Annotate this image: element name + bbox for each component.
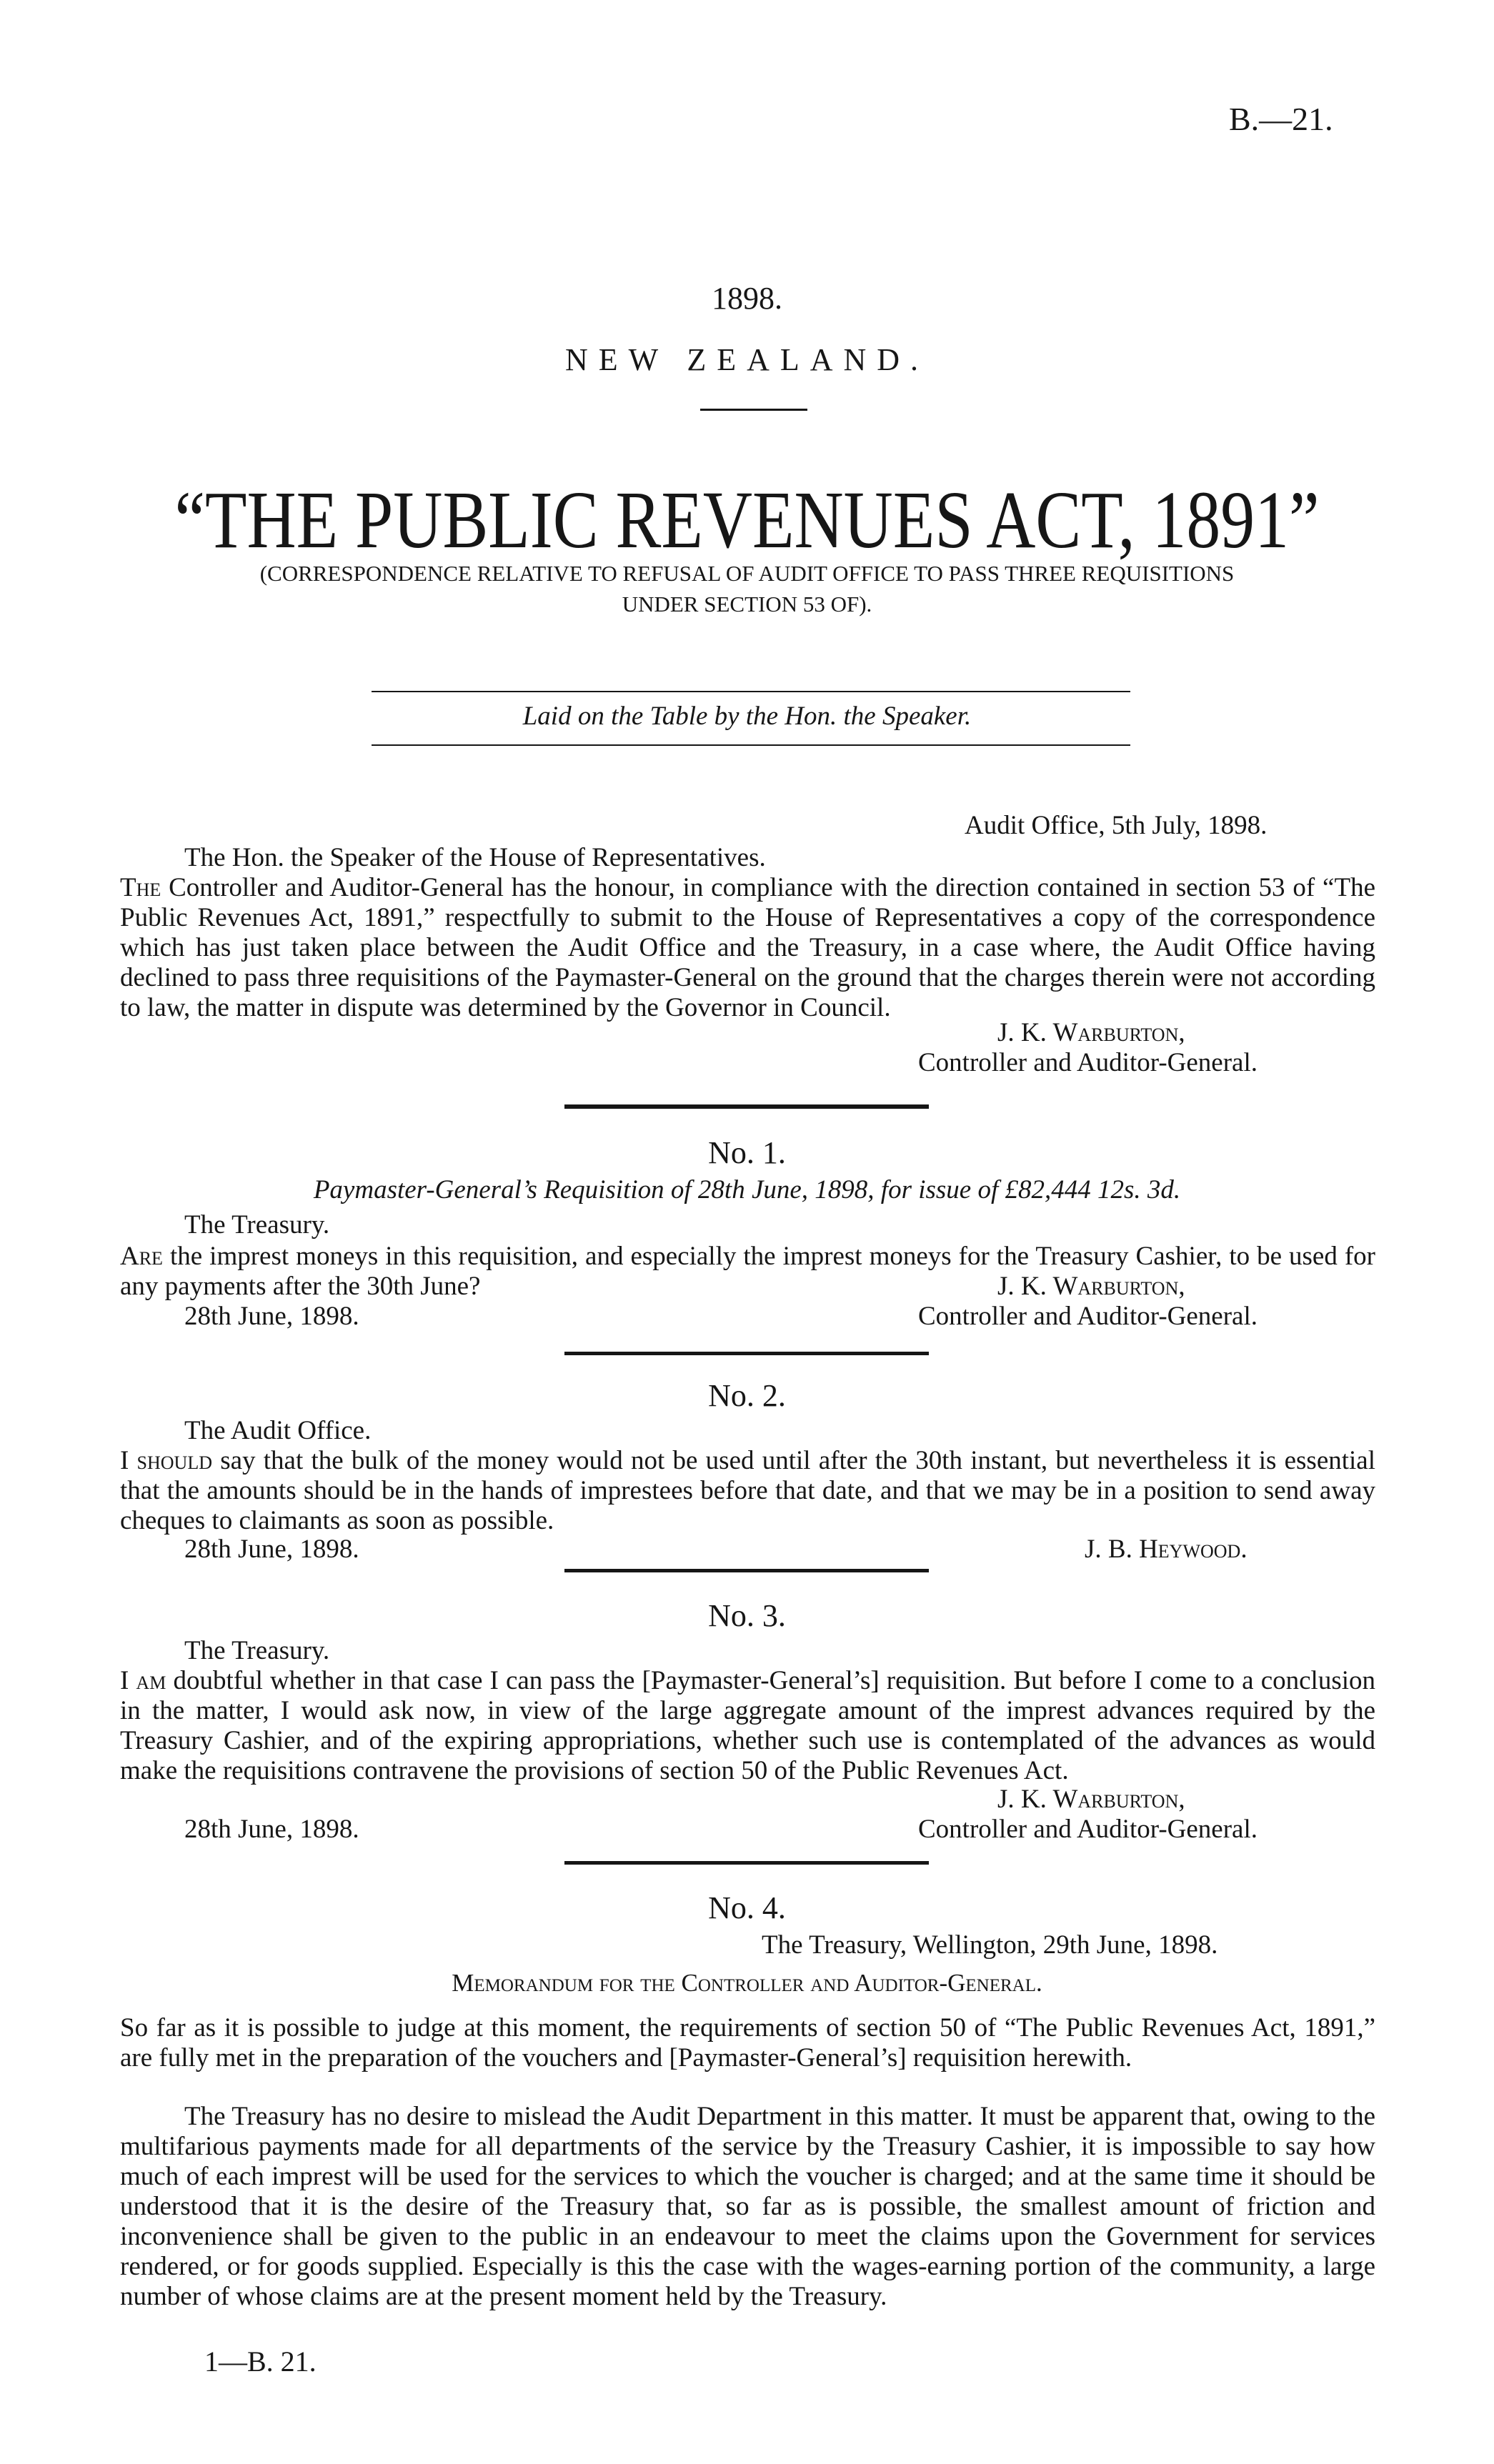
- no3-lead-word: I am: [120, 1666, 166, 1695]
- title-short-rule: [700, 409, 807, 411]
- no1-lead-word: Are: [120, 1242, 163, 1271]
- no2-lead-word: I should: [120, 1446, 212, 1475]
- no4-paragraph-2: The Treasury has no desire to mislead the Audit Department in this matter. It must be apparent that, owing to the multifarious payments made for all departments of the service by the Treasury Cashier, it is impossible to say how much of each imprest will be used for the services to which the voucher is charged; and at the same time it should be understood that it is the desire of the Treasury that, so far as is possible, the smallest amount of friction and inconvenience shall be given to the public in an endeavour to meet the claims upon the Government for services rendered, or for goods supplied. Especially is this the case with the wages-earning portion of the community, a large number of whose claims are at the present moment held by the Treasury.: [120, 2102, 1375, 2311]
- no2-body: [120, 1446, 1375, 1536]
- no1-date: 28th June, 1898.: [184, 1302, 359, 1331]
- no1-body: [120, 1242, 1375, 1302]
- laid-top-rule: [372, 691, 1130, 692]
- intro-lead-word: The: [120, 873, 161, 902]
- section-rule-3: [564, 1569, 929, 1572]
- no3-signature-name: J. K. Warburton,: [997, 1785, 1185, 1814]
- no1-addressee: The Treasury.: [184, 1210, 330, 1240]
- no2-body-text: say that the bulk of the money would not be used until after the 30th instant, but nevertheless it is essential that the amounts should be in the hands of imprestees before that date, and that we may be in a position to send away cheques to claimants as soon as possible.: [120, 1446, 1376, 1535]
- no1-heading: No. 1.: [708, 1135, 786, 1170]
- no2-heading: No. 2.: [708, 1378, 786, 1413]
- laid-bottom-rule: [372, 744, 1130, 746]
- no2-addressee: The Audit Office.: [184, 1416, 372, 1445]
- no2-date: 28th June, 1898.: [184, 1535, 359, 1564]
- no3-date: 28th June, 1898.: [184, 1815, 359, 1844]
- no3-signature-title: Controller and Auditor-General.: [918, 1815, 1258, 1844]
- section-rule-1: [564, 1104, 929, 1109]
- intro-place-date: Audit Office, 5th July, 1898.: [965, 811, 1268, 840]
- no2-signature-name: J. B. Heywood.: [1085, 1535, 1248, 1564]
- intro-addressee: The Hon. the Speaker of the House of Representatives.: [184, 843, 766, 872]
- intro-signature-name: J. K. Warburton,: [997, 1018, 1185, 1047]
- no4-paragraph-1: So far as it is possible to judge at this moment, the requirements of section 50 of “The Public Revenues Act, 1891,” are fully met in the preparation of the vouchers and [Paymaster-General’s] requisition herewith.: [120, 2013, 1375, 2073]
- intro-signature-title: Controller and Auditor-General.: [918, 1048, 1258, 1077]
- section-rule-2: [564, 1352, 929, 1355]
- no1-signature-name: J. K. Warburton,: [997, 1272, 1185, 1301]
- no4-memo-heading: Memorandum for the Controller and Auditor-General.: [452, 1969, 1042, 1997]
- laid-on-table-note: Laid on the Table by the Hon. the Speaker.: [522, 702, 972, 731]
- section-rule-4: [564, 1861, 929, 1865]
- title-subtitle-line2: UNDER SECTION 53 OF).: [622, 592, 872, 617]
- no1-signature-title: Controller and Auditor-General.: [918, 1302, 1258, 1331]
- no3-heading: No. 3.: [708, 1598, 786, 1633]
- no4-place-date: The Treasury, Wellington, 29th June, 1898.: [762, 1930, 1218, 1960]
- document-year: 1898.: [712, 281, 782, 316]
- no3-addressee: The Treasury.: [184, 1636, 330, 1665]
- intro-body-text: Controller and Auditor-General has the honour, in compliance with the direction contained in section 53 of “The Public Revenues Act, 1891,” respectfully to submit to the House of Representatives a copy of the correspondence which has just taken place between the Audit Office and the Treasury, in a case where, the Audit Office having declined to pass three requisitions of the Paymaster-General on the ground that the charges therein were not according to law, the matter in dispute was determined by the Governor in Council.: [120, 873, 1376, 1022]
- document-title: “THE PUBLIC REVENUES ACT, 1891”: [174, 474, 1320, 565]
- intro-body: [120, 873, 1375, 1023]
- no3-body: [120, 1666, 1375, 1786]
- no1-body-text: the imprest moneys in this requisition, and especially the imprest moneys for the Treasury Cashier, to be used for any payments after the 30th June?: [120, 1242, 1376, 1301]
- country-heading: NEW ZEALAND.: [564, 342, 930, 377]
- sheet-signature: 1—B. 21.: [204, 2345, 317, 2378]
- title-subtitle-line1: (CORRESPONDENCE RELATIVE TO REFUSAL OF AUDIT OFFICE TO PASS THREE REQUISITIONS: [259, 561, 1235, 586]
- document-reference: B.—21.: [1229, 101, 1333, 137]
- no4-heading: No. 4.: [708, 1890, 786, 1925]
- no1-subheading: Paymaster-General’s Requisition of 28th June, 1898, for issue of £82,444 12s. 3d.: [313, 1175, 1181, 1204]
- no3-body-text: doubtful whether in that case I can pass the [Paymaster-General’s] requisition. But before I come to a conclusion in the matter, I would ask now, in view of the large aggregate amount of the imprest advances required by the Treasury Cashier, and of the expiring appropriations, whether such use is contemplated of the advances as would make the requisitions contravene the provisions of section 50 of the Public Revenues Act.: [120, 1666, 1376, 1785]
